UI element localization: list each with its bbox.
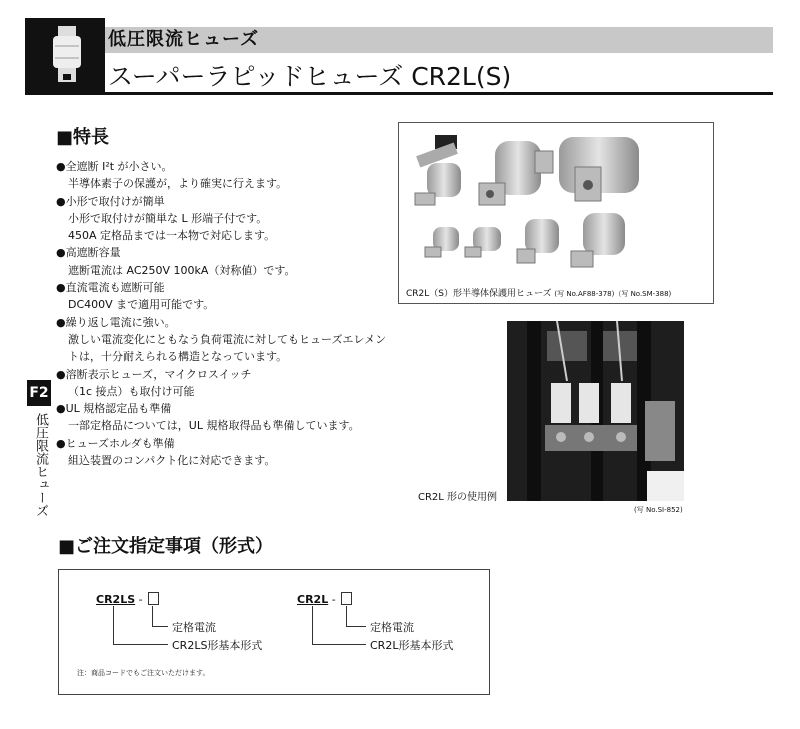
feature-desc: 小形で取付けが簡単な L 形端子付です。: [68, 211, 268, 225]
leader-line: [113, 644, 168, 645]
order-note: 注：商品コードでもご注文いただけます。: [77, 669, 210, 677]
feature-desc: 遮断電流は AC250V 100kA（対称値）です。: [68, 263, 296, 277]
usage-photo-caption: CR2L 形の使用例: [418, 492, 498, 503]
code-dash: -: [331, 593, 336, 606]
header-rule: [25, 92, 773, 95]
feature-title: ●小形で取付けが簡単: [56, 194, 165, 208]
feature-desc: 一部定格品については，UL 規格取得品も準備しています。: [68, 419, 360, 433]
rated-current-label: 定格電流: [172, 621, 216, 634]
usage-photo: [507, 321, 684, 501]
feature-desc: DC400V まで適用可能です。: [68, 298, 215, 312]
feature-desc: トは，十分耐えられる構造となっています。: [68, 350, 288, 364]
order-heading: ■ご注文指定事項（形式）: [58, 536, 274, 557]
feature-desc: 組込装置のコンパクト化に対応できます。: [68, 454, 276, 468]
feature-title: ●溶断表示ヒューズ，マイクロスイッチ: [56, 367, 252, 381]
feature-title: ●繰り返し電流に強い。: [56, 315, 176, 329]
order-code-right: [297, 592, 352, 606]
base-model-label: CR2L形基本形式: [370, 639, 454, 652]
product-photo: [398, 122, 714, 304]
leader-line: [312, 644, 366, 645]
photo-ref: (写 No.SI-852): [634, 506, 683, 514]
feature-desc: 激しい電流変化にともなう負荷電流に対してもヒューズエレメン: [68, 332, 387, 346]
caption-text: CR2L（S）形半導体保護用ヒューズ: [406, 289, 552, 299]
feature-list: [56, 158, 396, 469]
leader-line: [346, 626, 366, 627]
section-tab: F2: [27, 380, 51, 406]
order-code-left: [96, 592, 159, 606]
feature-title: ●高遮断容量: [56, 246, 121, 260]
feature-desc: 半導体素子の保護が，より確実に行えます。: [68, 177, 288, 191]
model-code: CR2L: [297, 593, 329, 606]
product-photo-caption: [406, 286, 671, 299]
side-label: 低圧限流ヒューズ: [33, 413, 48, 517]
feature-title: ●UL 規格認定品も準備: [56, 402, 172, 416]
base-model-label: CR2LS形基本形式: [172, 639, 263, 652]
fuse-icon: [25, 18, 105, 93]
feature-title: ●直流電流も遮断可能: [56, 281, 165, 295]
category-title: 低圧限流ヒューズ: [108, 29, 260, 50]
leader-line: [113, 606, 114, 644]
page-title: スーパーラピッドヒューズ CR2L(S): [108, 62, 512, 91]
leader-line: [152, 606, 153, 626]
feature-title: ●全遮断 I²t が小さい。: [56, 160, 173, 173]
feature-desc: （1c 接点）も取付け可能: [68, 384, 195, 398]
model-code: CR2LS: [96, 593, 136, 606]
leader-line: [346, 606, 347, 626]
placeholder-box: [148, 592, 159, 605]
feature-title: ●ヒューズホルダも準備: [56, 436, 175, 450]
placeholder-box: [341, 592, 352, 605]
code-dash: -: [138, 593, 143, 606]
leader-line: [312, 606, 313, 644]
leader-line: [152, 626, 168, 627]
rated-current-label: 定格電流: [370, 621, 414, 634]
photo-ref: (写 No.AF88-378)（写 No.SM-388): [554, 290, 672, 298]
feature-desc: 450A 定格品までは一本物で対応します。: [68, 229, 276, 243]
features-heading: ■特長: [56, 127, 110, 148]
